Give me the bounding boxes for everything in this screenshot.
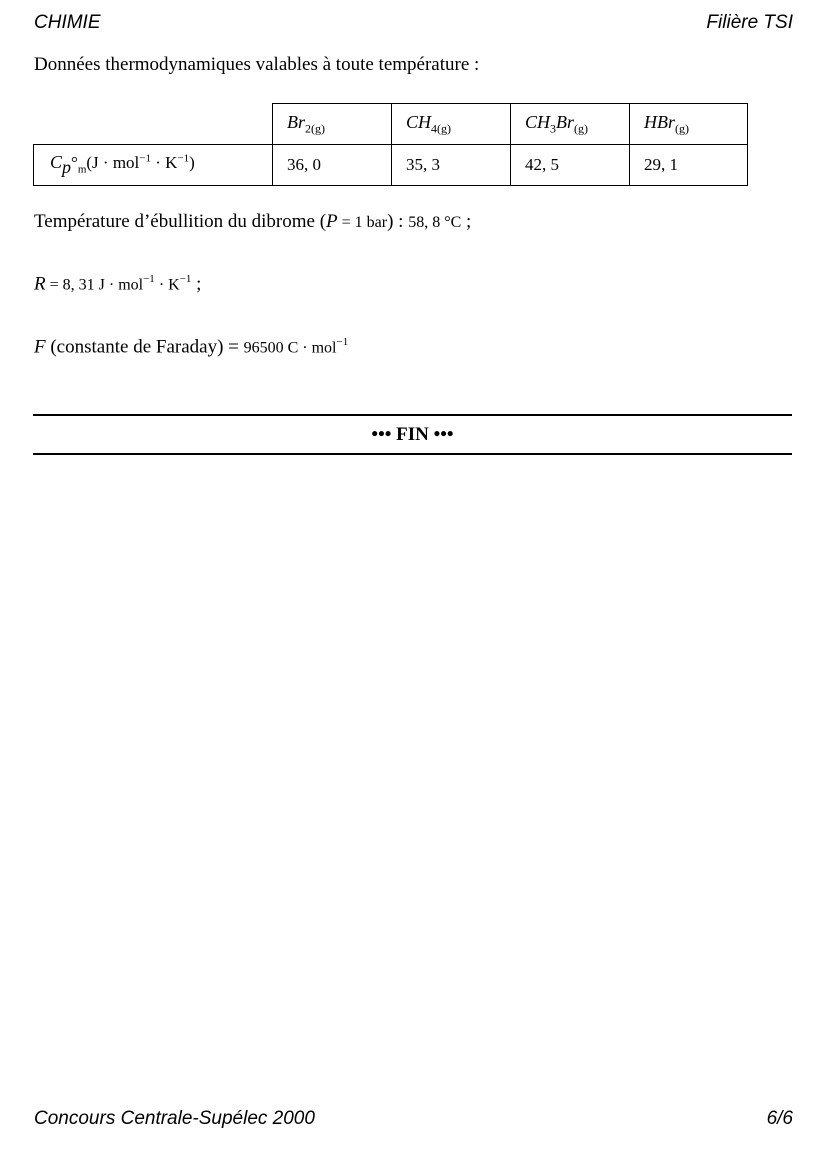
end-rule-top (33, 414, 792, 416)
faraday-label: (constante de Faraday) = (45, 336, 244, 358)
table-header-cell (630, 104, 748, 145)
boiling-label: Température d’ébullition du dibrome ( (34, 211, 327, 232)
table-header-cell (392, 104, 511, 145)
gas-constant-symbol: R (34, 273, 46, 295)
gas-constant-line (34, 273, 201, 295)
pressure-symbol: P (326, 211, 338, 232)
unit-exponent: −1 (336, 336, 349, 348)
end-mark: ••• FIN ••• (371, 424, 454, 445)
cp-subscript-p: p (62, 156, 72, 177)
heat-capacity-table (33, 103, 748, 186)
species-subscript: 4(g) (431, 121, 452, 136)
cp-unit: · K (151, 153, 178, 173)
gas-constant-unit: · K (154, 276, 180, 294)
header-subject: CHIMIE (34, 12, 101, 33)
species-subscript: (g) (574, 121, 589, 136)
equals-sign: = (337, 214, 355, 231)
header-track: Filière TSI (706, 12, 793, 33)
semicolon: ; (191, 273, 202, 295)
cp-unit: (J · mol (86, 153, 140, 173)
footer-page-number: 6/6 (766, 1108, 793, 1129)
boiling-separator: ) : (387, 211, 409, 232)
table-cell-value: 42, 5 (511, 145, 630, 186)
equals-sign: = (45, 276, 63, 294)
faraday-symbol: F (34, 336, 46, 358)
table-cell-value: 36, 0 (273, 145, 392, 186)
boiling-temperature: 58, 8 °C (408, 214, 462, 231)
species-formula: CH (406, 111, 432, 132)
gas-constant-value: 8, 31 J · mol (62, 276, 144, 294)
species-formula: Br (556, 111, 575, 132)
table-header-row (34, 104, 748, 145)
unit-exponent: −1 (143, 273, 155, 285)
cp-subscript-m: m (77, 163, 87, 176)
faraday-line (34, 336, 348, 358)
pressure-value: 1 bar (354, 214, 388, 231)
cp-symbol: C (50, 152, 63, 173)
row-label-heat-capacity (34, 145, 273, 186)
species-formula: Br (287, 111, 305, 132)
unit-exponent: −1 (179, 273, 192, 285)
species-subscript: 3 (550, 121, 557, 136)
cp-degree: ° (71, 153, 78, 173)
species-subscript: (g) (675, 121, 689, 136)
table-header-cell (273, 104, 392, 145)
table-row (34, 145, 748, 186)
cp-unit-exponent: −1 (177, 152, 190, 165)
end-rule-bottom (33, 453, 792, 455)
table-corner-cell (34, 104, 273, 145)
table-header-cell (511, 104, 630, 145)
intro-text: Données thermodynamiques valables à toute température : (34, 54, 480, 75)
footer-exam-name: Concours Centrale-Supélec 2000 (34, 1108, 315, 1129)
table-cell-value: 29, 1 (630, 145, 748, 186)
semicolon: ; (461, 211, 472, 232)
cp-unit-exponent: −1 (139, 152, 151, 165)
species-formula: HBr (644, 111, 675, 132)
species-formula: CH (525, 111, 551, 132)
table-cell-value: 35, 3 (392, 145, 511, 186)
boiling-point-line (34, 211, 471, 233)
faraday-value: 96500 C · mol (243, 339, 337, 357)
species-subscript: 2(g) (305, 121, 325, 136)
cp-unit: ) (189, 153, 195, 173)
